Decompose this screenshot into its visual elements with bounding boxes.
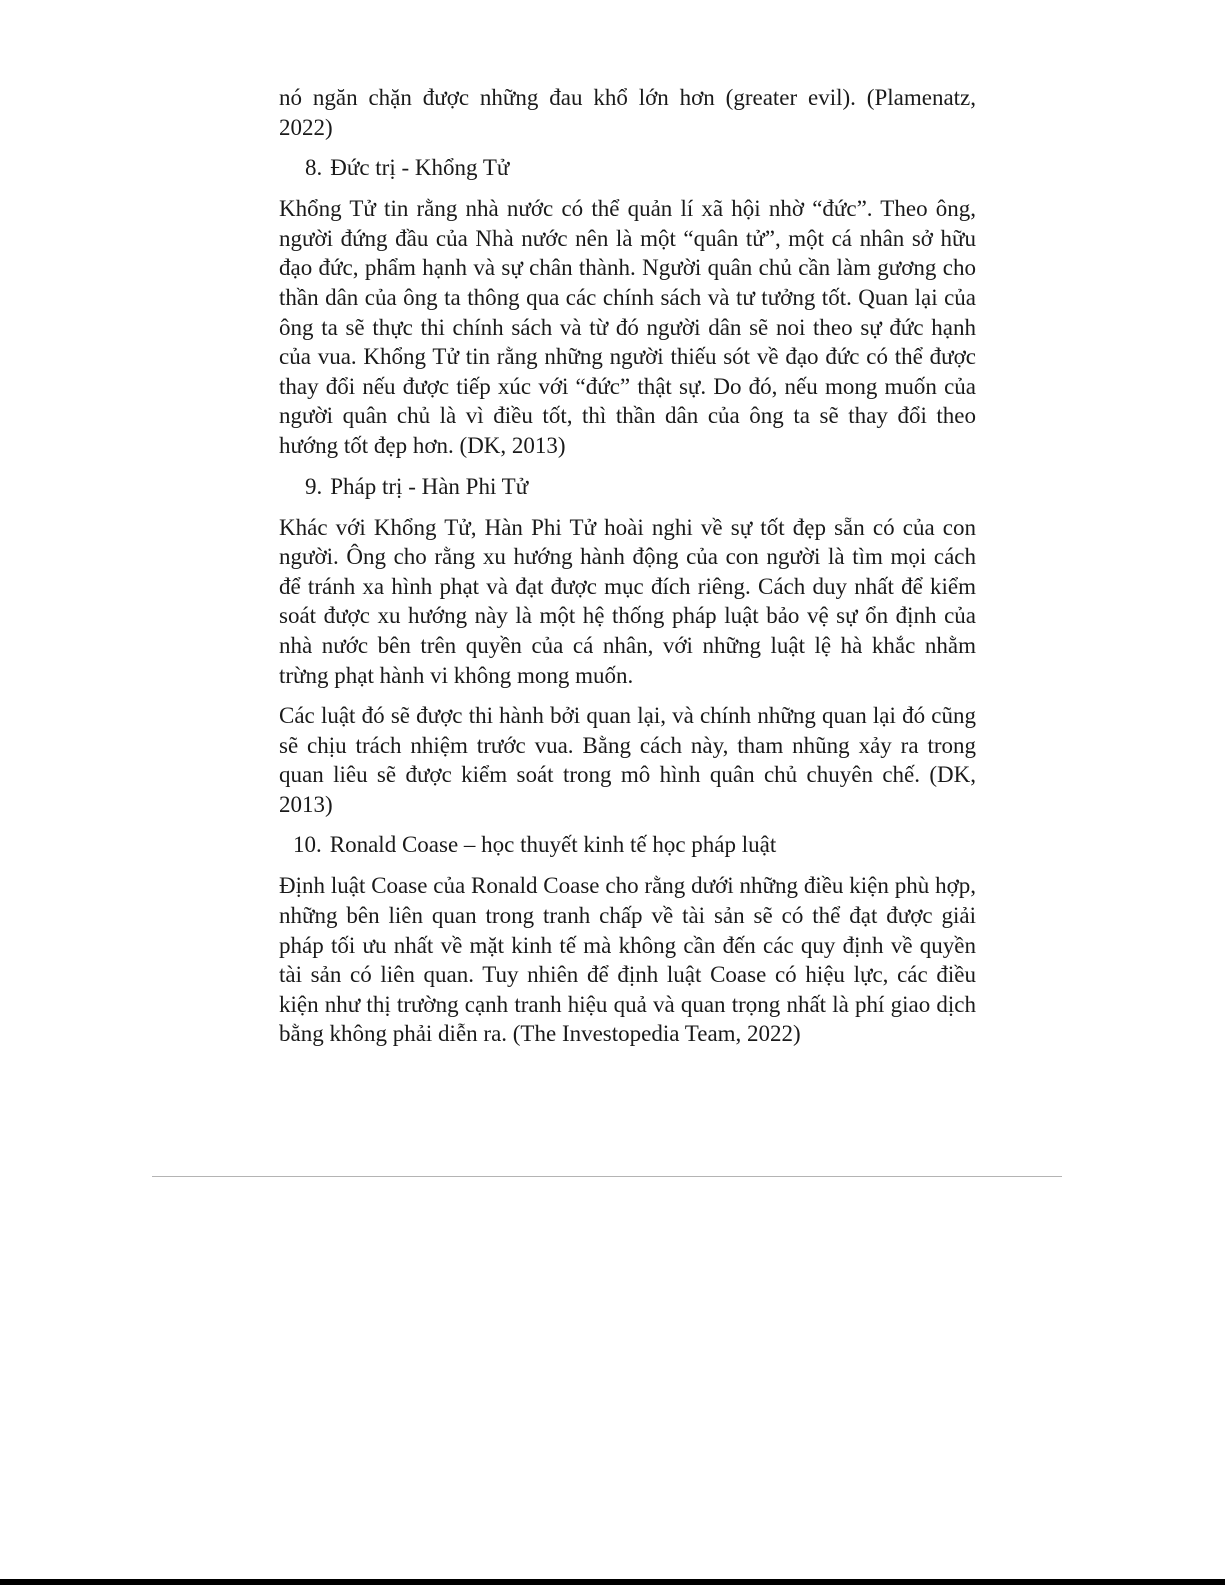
section-heading-9 — [279, 472, 976, 502]
section-title: Ronald Coase – học thuyết kinh tế học pháp luật — [329, 832, 777, 858]
page-bottom-edge — [0, 1579, 1225, 1585]
footer-separator-line — [152, 1176, 1062, 1177]
section-title: Đức trị - Khổng Tử — [330, 155, 510, 181]
section-number: 10. — [293, 832, 322, 858]
paragraph-section-10: Định luật Coase của Ronald Coase cho rằng dưới những điều kiện phù hợp, những bên liên quan trong tranh chấp về tài sản sẽ có thể đạt được giải pháp tối ưu nhất về mặt kinh tế mà không cần đến các quy định về quyền tài sản có liên quan. Tuy nhiên để định luật Coase có hiệu lực, các điều kiện như thị trường cạnh tranh hiệu quả và quan trọng nhất là phí giao dịch bằng không phải diễn ra. (The Investopedia Team, 2022) — [279, 873, 976, 1047]
section-title: Pháp trị - Hàn Phi Tử — [330, 473, 529, 499]
paragraph-section-9a: Khác với Khổng Tử, Hàn Phi Tử hoài nghi về sự tốt đẹp sẵn có của con người. Ông cho rằng xu hướng hành động của con người là tìm mọi cách để tránh xa hình phạt và đạt được mục đích riêng. Cách duy nhất để kiểm soát được xu hướng này là một hệ thống pháp luật bảo vệ sự ổn định của nhà nước bên trên quyền của cá nhân, với những luật lệ hà khắc nhằm trừng phạt hành vi không mong muốn. — [279, 514, 976, 688]
page-body — [279, 83, 976, 1060]
section-number: 9. — [305, 473, 323, 499]
section-heading-8 — [279, 153, 976, 183]
paragraph-section-9b: Các luật đó sẽ được thi hành bởi quan lại, và chính những quan lại đó cũng sẽ chịu trách nhiệm trước vua. Bằng cách này, tham nhũng xảy ra trong quan liêu sẽ được kiểm soát trong mô hình quân chủ chuyên chế. (DK, 2013) — [279, 703, 976, 817]
section-heading-10 — [279, 830, 976, 860]
section-number: 8. — [305, 155, 323, 181]
paragraph-intro: nó ngăn chặn được những đau khổ lớn hơn (greater evil). (Plamenatz, 2022) — [279, 85, 976, 140]
paragraph-section-8: Khổng Tử tin rằng nhà nước có thể quản lí xã hội nhờ “đức”. Theo ông, người đứng đầu của Nhà nước nên là một “quân tử”, một cá nhân sở hữu đạo đức, phẩm hạnh và sự chân thành. Người quân chủ cần làm gương cho thần dân của ông ta thông qua các chính sách và tư tưởng tốt. Quan lại của ông ta sẽ thực thi chính sách và từ đó người dân sẽ noi theo sự đức hạnh của vua. Khổng Tử tin rằng những người thiếu sót về đạo đức có thể được thay đổi nếu được tiếp xúc với “đức” thật sự. Do đó, nếu mong muốn của người quân chủ là vì điều tốt, thì thần dân của ông ta sẽ thay đổi theo hướng tốt đẹp hơn. (DK, 2013) — [279, 196, 976, 458]
